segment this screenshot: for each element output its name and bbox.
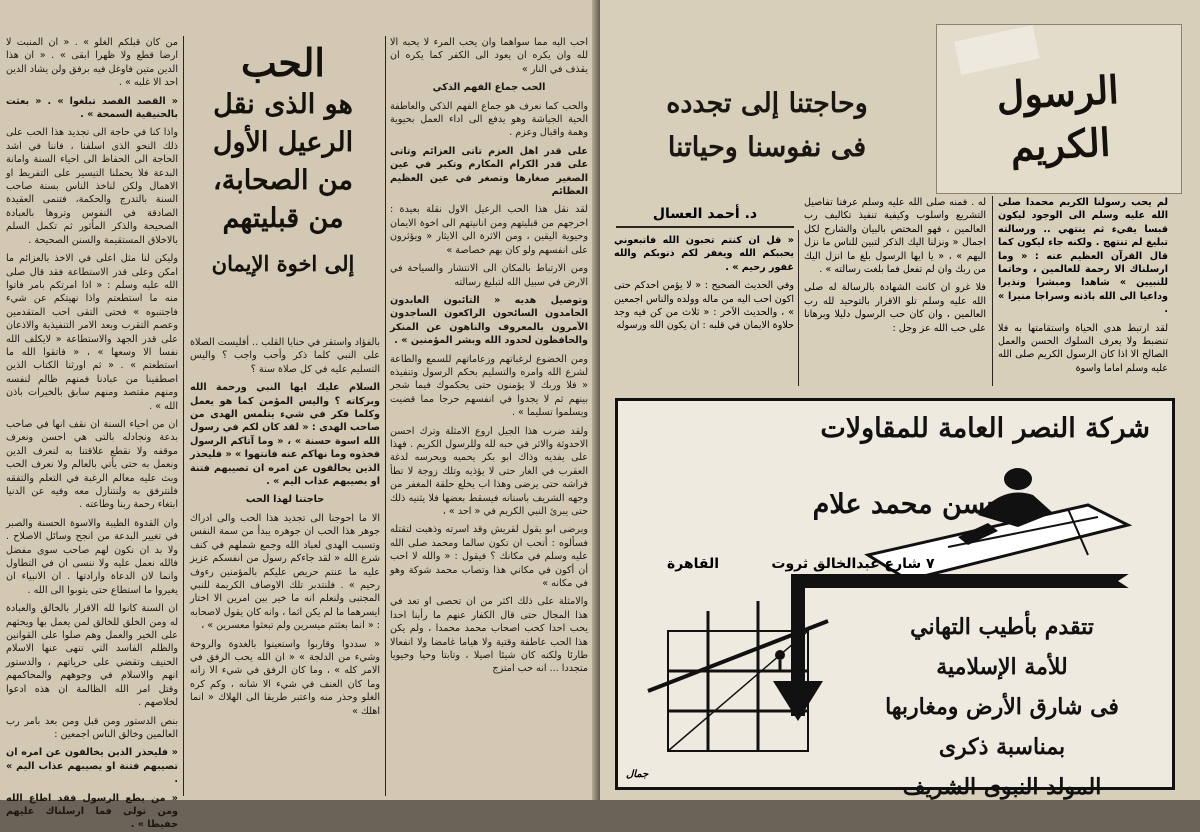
paragraph: له . فمنه صلى الله عليه وسلم عرفنا تفاصيل التشريع واسلوب وكيفية تنفيذ تكاليف رب العالمين ، فهو المختص بالبيان والشارح لكل اجمال « ونزلنا اليك الذكر لتبين للناس ما نزل اليهم » ، « يا ايها الرسول بلغ ما انزل اليك من ربك وان لم تفعل فما بلغت رسالته » . (804, 197, 986, 276)
ad-owner-name: حسن محمد علام (812, 489, 1004, 520)
right-page-column-left (614, 234, 794, 386)
right-page-column-middle (804, 196, 986, 386)
headline-line: هو الذى نقل (213, 89, 353, 120)
headline-line: الرعيل الأول (212, 127, 354, 158)
paragraph: وتوصيل هديه « التائبون العابدون الحامدون السائحون الراكعون الساجدون الآمرون بالمعروف والناهون عن المنكر والحافظون لحدود الله وبشر المؤمنين » . (390, 294, 588, 347)
paragraph: « قل ان كنتم تحبون الله فاتبعوني يحببكم الله ويغفر لكم ذنوبكم والله غفور رحيم » . (614, 235, 794, 273)
paragraph: والامثلة على ذلك اكثر من ان تحصى او تعد في هذا المجال حتى قال الكفار عنهم ما رأينا احدا يحب احدا كحب اصحاب محمد محمدا ، ولم يكن هذا الحب عاطفة وقتية ولا هياما غامضا ولا انفعالا طارئا ولكنه كان شيئا اصيلا ، وتابتا وحيا وحيويا متجددا ... انه حب امتزج (390, 596, 588, 675)
headline-line: من الصحابة، (213, 165, 353, 196)
paragraph: لقد نقل هذا الحب الرعيل الاول نقلة بعيدة : اخرجهم من قبليتهم ومن انانيتهم الى اخوة الايمان وحيوية اليقين ، ومن الاثرة الى الايثار « ويؤثرون على انفسهم ولو كان بهم خصاصة » (390, 204, 588, 256)
left-page-column-middle (190, 336, 380, 796)
section-subheading: الحب جماع الفهم الذكي (432, 82, 546, 94)
subtitle-line: وحاجتنا إلى تجدده (666, 88, 868, 119)
paragraph: وان القدوة الطيبة والاسوة الحسنة والصبر في تغيير البدعة من انجح وسائل الاصلاح . ولا بد ان نكون لهم صاحب سوى مفضل فالله نعمل عليه ولا ننسى ان في التطاول وانما لان الدعاة وارادتها . ان الانبياء ان يغيروا ما استطاع حتى يتوبوا الى الله . (6, 517, 178, 596)
paragraph: على قدر اهل العزم تاتى العزائم وتاتى على قدر الكرام المكارم وتكبر في عين الصغير صغارها وتصغر في عين العظيم العظائم (390, 145, 588, 198)
paragraph: ان من احياء السنة ان نقف انها في صاحب بدعة ونجادله بالتى هي احسن ونعرف موقفه ولا نقطع علاقتنا به لنعرف الدين ونعمل به حتى يأتي بالعالم ولا نعرف الحب وبث عليه معالم الرغبة في التعلم والتفقه فلنترفق به ولنتنازل معه وفيه عن الدنيا ابتغاء رحمة ربنا وطاعته . (6, 418, 178, 511)
paragraph: بالفؤاد واستقر في حنايا القلب .. أفليست الصلاة على النبي كلما ذكر وأحب واجب ؟ واليس التسليم عليه في كل صلاة سنة ؟ (189, 337, 380, 375)
greeting-line: للأمة الإسلامية (936, 654, 1068, 680)
paragraph: ان السنة كانوا لله الاقرار بالخالق والعبادة له ومن الخلق للخالق لمن يعمل بها ويحثهم على الخير والعمل وهم صلوا على القوانين والظلم الفاسد التي تنهى عنها الاسلام الحنيف وتقضي على حرياتهم ، والدستور انهم والاسلام في وجوههم والمحاكمهم وقتل امر الله الظالمة ان هذه ادعوا لخلاصهم . (6, 603, 178, 709)
paragraph: لم يحب رسولنا الكريم محمدا صلى الله عليه وسلم الى الوجود ليكون قبسا يفيء ثم ينتهي .. ورسالته تبليغ لم تنتهج . ولكنه جاء ليكون كما قال القرآن العظيم عنه : « وما ارسلناك الا رحمة للعالمين ، وخاتما للنبيين » شاهدا ومبشرا ونذيرا وداعيا الى الله باذنه وسراجا منيرا » . (998, 197, 1168, 316)
headline-line: الحب (241, 40, 325, 85)
construction-scaffold-illustration (648, 591, 848, 771)
tape-strip (954, 25, 1039, 75)
left-page (0, 0, 598, 831)
section-subheading: حاجتنا لهذا الحب (245, 494, 325, 506)
paragraph: « سددوا وقاربوا واستعينوا بالغدوة والروحة وشيء من الدلجة » « ان الله يحب الرفق في الامر كله » ، وما كان الرفق في شيء الا زانه وما كان العنف في شيء الا شانه ، وكم كره الغلو وحذر منه واعتبر طريقا الى الهلاك « انما اهلك » (190, 638, 380, 717)
column-rule (798, 230, 799, 386)
subtitle-line: فى نفوسنا وحياتنا (667, 132, 867, 163)
paragraph: فلا غرو ان كانت الشهادة بالرسالة له صلى الله عليه وسلم تلو الاقرار بالتوحيد لله رب العالمين ، وان كان حب الرسول دليلا وبرهانا على حب الله عز وجل : (804, 282, 986, 334)
paragraph: بنص الدستور ومن قبل ومن بعد بامر رب العالمين وخالق الناس اجمعين : (6, 715, 178, 740)
paragraph: والحب كما نعرف هو جماع الفهم الذكي والعاطفة الحية الجياشة وهو يدفع الى اداء العمل بحيوية وهمة واقبال وعزم . (390, 100, 588, 139)
paragraph: « فليحذر الذين يخالفون عن امره ان تصيبهم فتنة او يصيبهم عذاب اليم » . (6, 747, 178, 786)
paragraph: احب اليه مما سواهما وان يحب المرء لا يحبه الا لله وان يكره ان يعود الى الكفر كما يكره ان يقذف في النار » (390, 37, 588, 75)
greeting-line: تتقدم بأطيب التهاني (910, 614, 1094, 640)
ad-company-name: شركة النصر العامة للمقاولات (820, 413, 1150, 444)
author-byline: د. أحمد العسال (652, 206, 758, 222)
artist-signature: جمال (626, 769, 649, 780)
right-page-column-right (998, 196, 1168, 386)
paragraph: وليكن لنا مثل اعلى في الاخذ بالعزائم ما امكن وعلى قدر الاستطاعة فقد قال صلى الله عليه وسلم : « اذا امرتكم بامر فاتوا منه ما استطعتم واذا نهيتكم عن شيء فاجتنبوه » فحتى التقى احب المتقدمين وعصم التقرب وبعد الامر التنفيذية والاذعان على قدر الجهد والاستطاعة « لايكلف الله نفسا الا وسعها » ، « فاتقوا الله ما استطعتم » . « ثم اورثنا الكتاب الذين اصطفينا من عبادنا فمنهم ظالم لنفسه ومنهم مقتصد ومنهم سابق بالخيرات باذن الله » . (6, 253, 178, 412)
advertisement (615, 398, 1175, 800)
ad-city: القاهرة (666, 556, 720, 572)
article-subtitle (612, 82, 922, 170)
paragraph: ومن الخضوع لرغباتهم وزعاماتهم للسمع والطاعة لشرع الله وامره والتسليم بحكم الرسول وتنفيذه « فلا وربك لا يؤمنون حتى يحكموك فيما شجر بينهم ثم لا يجدوا في انفسهم حرجا مما قضيت ويسلموا تسليما » . (390, 353, 588, 419)
left-page-column-right (390, 36, 588, 796)
paragraph: الا ما احوجنا الى تجديد هذا الحب والى ادراك جوهر هذا الحب ان جوهره يبدأ من سمة النفس وتسبب الهدى لعباد الله وجمع شملهم في كنف شرع الله « لقد جاءكم رسول من انفسكم عزيز عليه ما عنتم حريص عليكم بالمؤمنين رءوف رحيم » . فلنتدبر تلك الاوصاف الكريمة للنبي المجتبى ولنعلم انه ما خير بين امرين الا اختار ايسرهما ما لم يكن اثما ، وانه كان يقول لاصحابه : « انما بعثتم ميسرين ولم تبعثوا معسرين » ، (190, 512, 380, 632)
headline-line: من قبليتهم (222, 203, 344, 234)
paragraph: ومن الارتباط بالمكان الى الانتشار والسياحة في الارض في سبيل الله لتبليغ رسالته (390, 263, 588, 288)
paragraph: واذا كنا في حاجة الى تجديد هذا الحب على ذلك النحو الذى اسلفنا ، فاننا في اشد الحاجة الى الحفاظ الى احياء السنة وامانة البدعة فلا يحملنا التيسير على التفريط او الاهمال ولكن لناخذ الناس بسنة صاحب السنة بالتدرج والحكمة، فتنمى العقيدة الصادقة في النفوس وتروها بالعبادة الصحيحة والذكر المأثور ثم تكمل السلم بالاخلاق المستقيمة والسنن الصحيحة . (6, 127, 178, 246)
paragraph: « القصد القصد تبلغوا » . « بعثت بالحنيفية السمحة » . (6, 95, 178, 121)
paragraph: « من يطع الرسول فقد اطاع الله ومن تولى فما ارسلناك عليهم حفيظا » . (6, 792, 178, 831)
headline-line: إلى اخوة الإيمان (211, 251, 355, 276)
left-page-column-left (6, 36, 178, 831)
byline-rule (616, 226, 794, 228)
column-rule (385, 36, 386, 796)
paragraph: لقد ارتبط هدى الحياة واستقامتها به فلا تنضبط ولا يعرف السلوك الحسن والعمل الصالح الا اذا كان الرسول الكريم صلى الله عليه وسلم اماما واسوة (998, 322, 1168, 374)
article-title: الرسول الكريم (995, 66, 1120, 170)
greeting-line: المولد النبوى الشريف (902, 774, 1102, 800)
paragraph: ويرضى ابو يقول لقريش وقد اسرته وذهبت لتقتله فسألوه : أتحب ان تكون سالما ومحمد صلى الله عليه وسلم في مكانك ؟ فيقول : « والله لا احب أن أكون في مكاني هذا وتصاب محمد شوكة وهو في مكانه » (390, 524, 588, 590)
greeting-line: فى شارق الأرض ومغاربها (885, 694, 1119, 720)
article-title-block (936, 24, 1182, 194)
paragraph: السلام عليك ايها النبي ورحمة الله وبركاته ؟ واليس المؤمن كما هو يعمل وكلما فكر في شيء يتلمس الهدى من صاحب الهدى : « لقد كان لكم في رسول الله اسوة حسنة » ، « وما آتاكم الرسول فخذوه وما نهاكم عنه فانتهوا » « فليحذر الذين يخالفون عن امره ان تصيبهم فتنة او يصيبهم عذاب اليم » . (190, 382, 380, 488)
ad-greeting (852, 607, 1152, 807)
ad-address: ٧ شارع عبدالخالق ثروت (771, 556, 935, 572)
paragraph: من كان قبلكم الغلو » . « ان المنبت لا ارضا قطع ولا ظهرا ابقى » . « ان هذا الدين متين فاوغل فيه برفق ولن يشاد الدين احد الا غلبه » . (6, 37, 178, 89)
column-rule (183, 36, 184, 796)
paragraph: وفي الحديث الصحيح : « لا يؤمن احدكم حتى اكون احب اليه من ماله وولده والناس اجمعين » ، والحديث الآخر : « ثلاث من كن فيه وجد حلاوة الايمان في قلبه : ان يكون الله ورسوله (614, 280, 794, 332)
left-page-headline (186, 40, 380, 280)
paragraph: ولقد ضرب هذا الجيل اروع الامثلة وترك احسن الاحدوثة والاثر في حبه لله وللرسول الكريم . فهذا على يفديه وذاك ابو بكر يحميه ويحرسه لدغة العقرب في الغار حتى لا يؤذيه وتلك زوجة لا تطأ فراشه حتى يرضى وهذا اب يخلع حلقة المغفر من وجهه الشريف باسنانه فيسقط بعضها فلا يثنيه ذلك حتى يبرئ النبي الكريم في « احد » ، (390, 425, 588, 517)
column-rule (992, 196, 993, 386)
greeting-line: بمناسبة ذكرى (938, 734, 1066, 760)
